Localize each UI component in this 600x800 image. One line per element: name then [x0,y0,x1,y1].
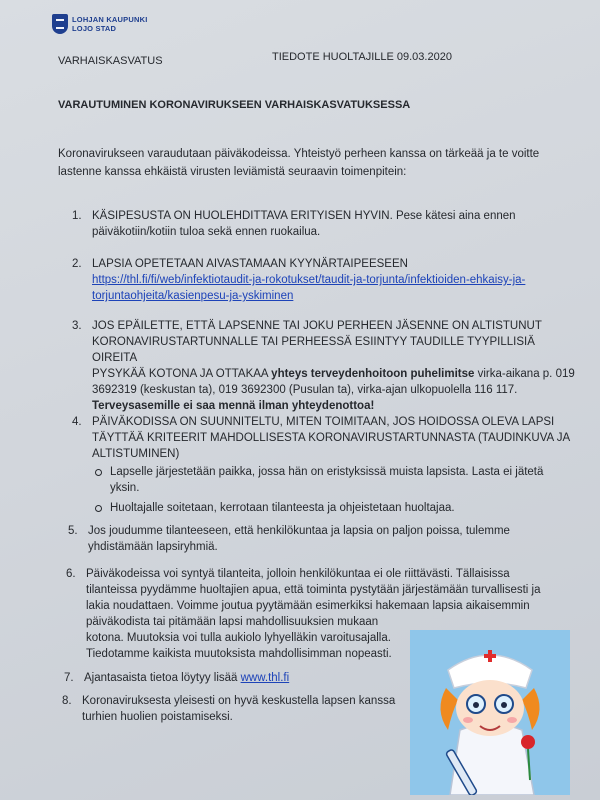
item-line: LAPSIA OPETETAAN AIVASTAMAAN KYYNÄRTAIPEESEEN [92,258,408,270]
item-line: päiväkotiin/kotiin tuloa sekä ennen ruokailua. [92,226,321,238]
list-item-1 [72,208,572,240]
bullet-icon [95,505,102,512]
item-warning [92,398,582,414]
item-number: 8. [62,695,72,707]
sub-item-line: Lapselle järjestetään paikka, jossa hän on eristyksissä muista lapsista. Lasta ei jätetä [110,466,544,478]
item-text: Ajantasaista tietoa löytyy lisää [84,672,241,684]
item-line: Tiedotamme kaikista muutoksista mahdollisimman nopeasti. [86,648,392,660]
item-line: turhien huolien poistamiseksi. [82,711,233,723]
item-number: 5. [68,525,78,537]
item-line: 3692319 (keskustan ta), 019 3692300 (Pusulan ta), virka-ajan ulkopuolella 116 117. [92,384,518,396]
intro-line: Koronavirukseen varaudutaan päiväkodeissa. Yhteistyö perheen kanssa on tärkeää ja te voitte [58,148,540,160]
city-logo [52,14,148,34]
item-line: Jos joudumme tilanteeseen, että henkilökuntaa ja lapsia on paljon poissa, tulemme [88,525,510,537]
link-line: https://thl.fi/fi/web/infektiotaudit-ja-rokotukset/taudit-ja-torjunta/infektioiden-ehkaisy-ja- [92,274,526,286]
item-line: Päiväkodeissa voi syntyä tilanteita, jolloin henkilökuntaa ei ole riittävästi. Tällaisissa [86,568,510,580]
item-line: JOS EPÄILETTE, ETTÄ LAPSENNE TAI JOKU PERHEEN JÄSENNE ON ALTISTUNUT [92,320,542,332]
list-item-5 [68,523,578,555]
item-number: 6. [66,568,76,580]
item-bold-text: yhteys terveydenhoitoon puhelimitse [271,368,475,380]
list-item-2 [72,256,572,304]
sub-item-line: Huoltajalle soitetaan, kerrotaan tilanteesta ja ohjeistetaan huoltajaa. [110,502,455,514]
thl-link[interactable]: www.thl.fi [240,672,290,684]
item-number: 2. [72,258,82,270]
list-item-4 [72,414,582,516]
sub-item [92,500,582,516]
item-line: TÄYTTÄÄ KRITEERIT MAHDOLLISESTA KORONAVIRUSTARTUNNASTA (TAUDINKUVA JA [92,432,571,444]
city-crest-icon [52,14,68,34]
item-text: virka-aikana p. 019 [474,368,575,380]
notice-label: TIEDOTE HUOLTAJILLE 09.03.2020 [272,51,452,63]
document-title: VARAUTUMINEN KORONAVIRUKSEEN VARHAISKASVATUKSESSA [58,99,411,111]
sub-item-line: yksin. [110,482,140,494]
item-line: yhdistämään lapsiryhmiä. [88,541,218,553]
item-line: KÄSIPESUSTA ON HUOLEHDITTAVA ERITYISEN HYVIN. Pese kätesi aina ennen [92,210,516,222]
logo-line-1: LOHJAN KAUPUNKI [72,15,148,24]
intro-paragraph [58,145,558,181]
list-item-7 [64,670,404,686]
item-number: 7. [64,672,74,684]
item-line: kotona. Muutoksia voi tulla aukiolo lyhyelläkin varoitusajalla. [86,632,391,644]
item-line: ALTISTUMINEN) [92,448,180,460]
nurse-illustration [410,630,570,795]
list-item-3 [72,318,582,414]
item-line: Koronaviruksesta yleisesti on hyvä keskustella lapsen kanssa [82,695,396,707]
item-number: 3. [72,320,82,332]
list-item-8 [62,693,407,725]
item-line: lakia noudattaen. Voimme joutua pyytämään esimerkiksi hakemaan lapsia aikaisemmin [86,600,530,612]
department-label: VARHAISKASVATUS [58,55,163,67]
bullet-icon [95,469,102,476]
item-number: 1. [72,210,82,222]
link-line: torjuntaohjeita/kasienpesu-ja-yskiminen [92,290,294,302]
item-number: 4. [72,416,82,428]
item-line: päiväkodista tai pitämään lapsi mahdollisuuksien mukaan [86,616,379,628]
item-text: PYSYKÄÄ KOTONA JA OTTAKAA [92,368,272,380]
item-line: KORONAVIRUSTARTUNNALLE TAI PERHEESSÄ ESIINTYY TAUDILLE TYYPILLISIÄ OIREITA [92,336,535,364]
logo-line-2: LOJO STAD [72,24,117,33]
intro-line: lastenne kanssa ehkäistä virusten leviämistä seuraavin toimenpitein: [58,166,407,178]
item-line [84,670,404,686]
item-line: PÄIVÄKODISSA ON SUUNNITELTU, MITEN TOIMITAAN, JOS HOIDOSSA OLEVA LAPSI [92,416,555,428]
item-bold-text: Terveysasemille ei saa mennä ilman yhteydenottoa! [92,400,375,412]
thl-handwashing-link[interactable] [92,272,572,304]
item-line: tilanteissa pyydämme huoltajien apua, että toiminta pystytään järjestämään turvallisesti ja [86,584,541,596]
sub-item [92,464,582,496]
item-line [92,366,582,382]
